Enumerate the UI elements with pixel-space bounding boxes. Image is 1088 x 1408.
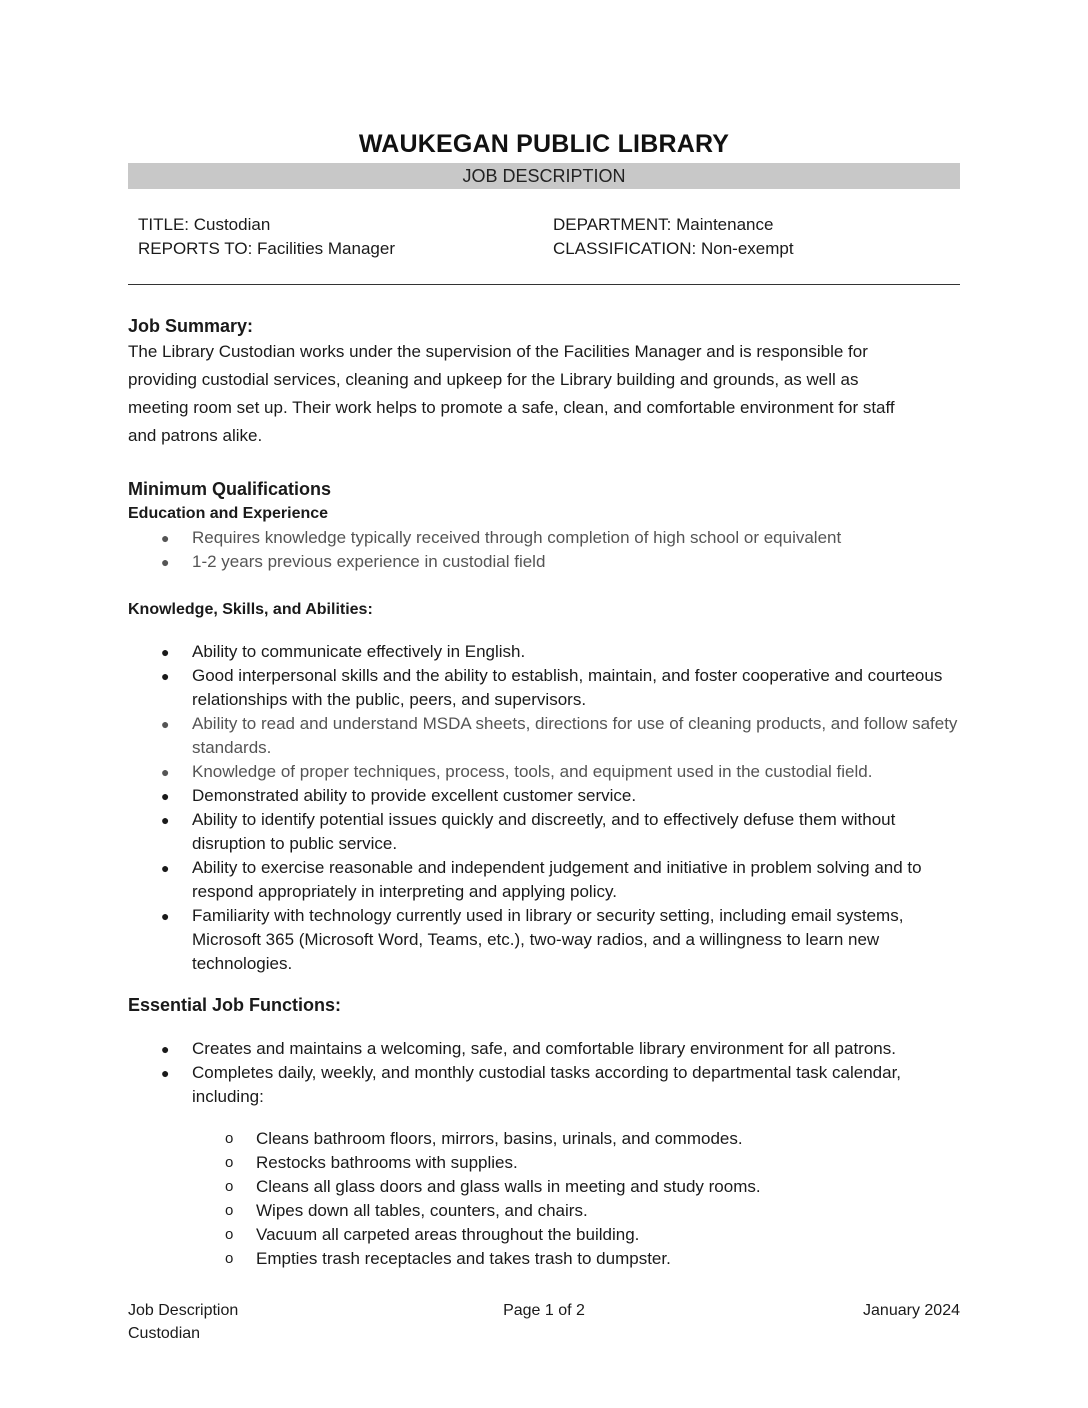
list-item: ● Ability to read and understand MSDA sheets, directions for use of cleaning products, and follow safety standards. <box>161 714 958 757</box>
meta-reports-to: REPORTS TO: Facilities Manager <box>138 239 395 258</box>
meta-title: TITLE: Custodian <box>138 215 271 234</box>
education-list <box>128 526 968 574</box>
sub-list-item: o Empties trash receptacles and takes trash to dumpster. <box>225 1249 671 1268</box>
list-item: ● Familiarity with technology currently used in library or security setting, including email systems, Microsoft 365 (Microsoft Word, Teams, etc.), two-way radios, and a willingness to learn new technologies. <box>161 906 904 973</box>
functions-sub-list <box>128 1127 968 1271</box>
functions-heading: Essential Job Functions: <box>128 995 342 1015</box>
meta-left <box>138 213 395 261</box>
list-item: ● Creates and maintains a welcoming, safe, and comfortable library environment for all patrons. <box>161 1039 896 1058</box>
footer-date: January 2024 <box>863 1302 960 1319</box>
summary-line: providing custodial services, cleaning and upkeep for the Library building and grounds, as well as <box>128 370 859 389</box>
sub-list-item: o Cleans bathroom floors, mirrors, basins, urinals, and commodes. <box>225 1129 743 1148</box>
footer-left <box>128 1299 238 1345</box>
footer-page-number: Page 1 of 2 <box>503 1302 585 1319</box>
list-item: ● Good interpersonal skills and the ability to establish, maintain, and foster cooperative and courteous relationships with the public, peers, and supervisors. <box>161 666 943 709</box>
list-item: ● Completes daily, weekly, and monthly custodial tasks according to departmental task calendar, including: <box>161 1063 902 1106</box>
list-item: ● Requires knowledge typically received through completion of high school or equivalent <box>161 528 842 547</box>
list-item: ● Ability to exercise reasonable and independent judgement and initiative in problem solving and to respond appropriately in interpreting and applying policy. <box>161 858 922 901</box>
list-item: ● Demonstrated ability to provide excellent customer service. <box>161 786 637 805</box>
meta-department: DEPARTMENT: Maintenance <box>553 215 774 234</box>
summary-line: The Library Custodian works under the supervision of the Facilities Manager and is responsible for <box>128 342 868 361</box>
sub-list-item: o Cleans all glass doors and glass walls in meeting and study rooms. <box>225 1177 761 1196</box>
sub-list-item: o Vacuum all carpeted areas throughout the building. <box>225 1225 640 1244</box>
org-title: WAUKEGAN PUBLIC LIBRARY <box>358 130 730 158</box>
meta-right <box>553 213 794 261</box>
list-item: ● 1-2 years previous experience in custodial field <box>161 552 546 571</box>
list-item: ● Knowledge of proper techniques, process, tools, and equipment used in the custodial field. <box>161 762 873 781</box>
job-summary-section <box>128 314 968 450</box>
doc-type-band: JOB DESCRIPTION <box>128 163 960 189</box>
job-summary-text <box>128 338 960 450</box>
footer-doc-type: Job Description <box>128 1302 239 1319</box>
list-item: ● Ability to communicate effectively in English. <box>161 642 526 661</box>
summary-line: and patrons alike. <box>128 426 263 445</box>
sub-list-item: o Wipes down all tables, counters, and chairs. <box>225 1201 588 1220</box>
ksa-list <box>128 640 968 976</box>
functions-section <box>128 993 968 1271</box>
header-divider <box>128 284 960 285</box>
job-summary-heading: Job Summary: <box>128 316 254 336</box>
list-item: ● Ability to identify potential issues quickly and discreetly, and to effectively defuse them without disruption to public service. <box>161 810 896 853</box>
ksa-heading: Knowledge, Skills, and Abilities: <box>128 601 373 618</box>
functions-list <box>128 1037 968 1109</box>
summary-line: meeting room set up. Their work helps to promote a safe, clean, and comfortable environment for staff <box>128 398 895 417</box>
qualifications-heading: Minimum Qualifications <box>128 479 332 499</box>
sub-list-item: o Restocks bathrooms with supplies. <box>225 1153 518 1172</box>
education-heading: Education and Experience <box>128 505 329 522</box>
ksa-section <box>128 599 968 976</box>
meta-classification: CLASSIFICATION: Non-exempt <box>553 239 794 258</box>
qualifications-section <box>128 477 968 574</box>
footer-title: Custodian <box>128 1325 201 1342</box>
